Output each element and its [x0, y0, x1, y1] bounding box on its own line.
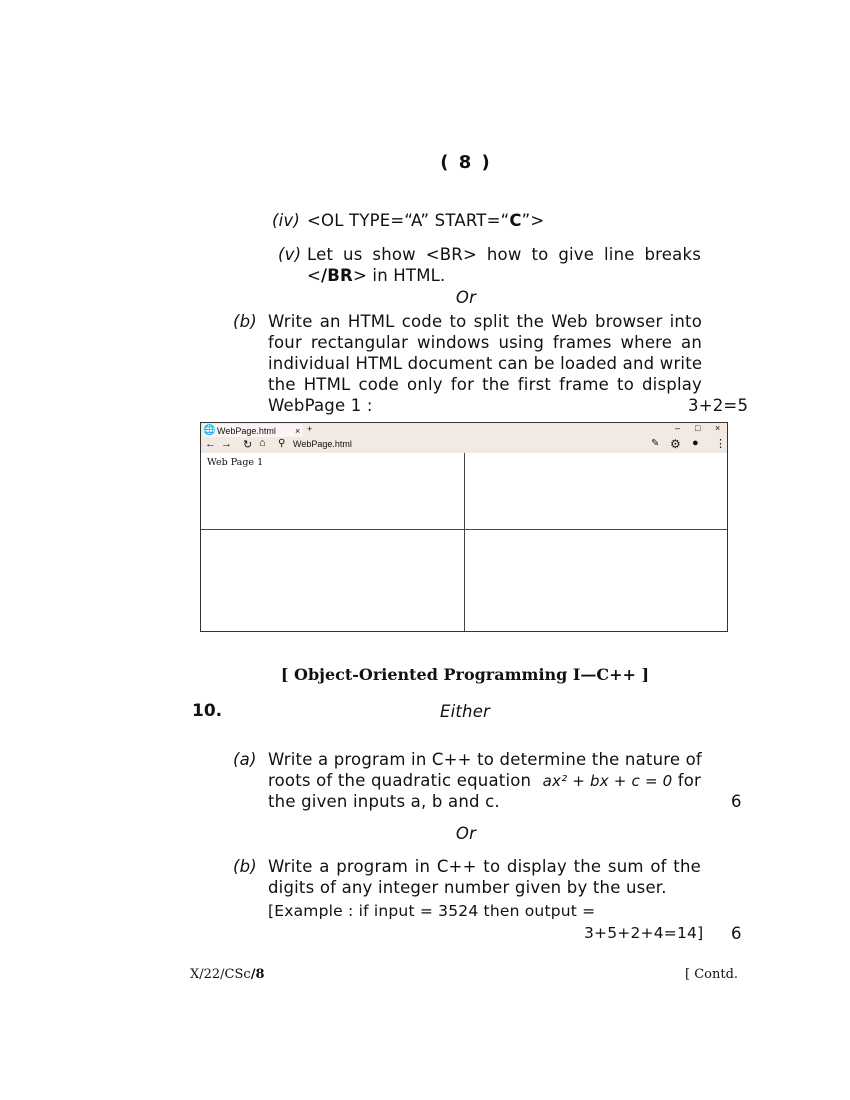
search-icon: ⚲ — [278, 438, 286, 449]
either-label: Either — [439, 702, 491, 721]
frameset-area — [201, 453, 727, 631]
item-iv-text-c: ”> — [521, 211, 545, 230]
item-iv-label: (iv) — [272, 211, 301, 230]
q10a-line2 — [268, 770, 701, 792]
item-v-line2 — [307, 265, 445, 286]
or-divider-2: Or — [455, 824, 477, 843]
address-bar-text: WebPage.html — [293, 439, 352, 449]
q10b-marks: 6 — [731, 924, 742, 943]
q10b-line1: Write a program in C++ to display the sum of the — [268, 857, 701, 876]
minimize-icon: – — [675, 423, 681, 433]
frame-1-text: Web Page 1 — [207, 457, 264, 468]
browser-tab — [203, 424, 303, 437]
close-window-icon: × — [715, 423, 721, 433]
browser-window-figure — [200, 422, 728, 632]
item-b-line: four rectangular windows using frames where an — [268, 333, 702, 352]
q10b-line2: digits of any integer number given by the user. — [268, 878, 667, 897]
q10a-line2-b: for — [677, 771, 701, 790]
tab-close-icon: × — [295, 425, 301, 436]
item-b-line: the HTML code only for the first frame to display — [268, 375, 702, 394]
footer-code-b: /8 — [250, 967, 265, 982]
item-v-line1: Let us show <BR> how to give line breaks — [307, 245, 701, 264]
item-v-label: (v) — [278, 245, 302, 264]
tab-title: WebPage.html — [217, 425, 276, 436]
footer-contd: [ Contd. — [685, 967, 739, 982]
q10a-line2-a: roots of the quadratic equation — [268, 771, 532, 790]
question-number: 10. — [192, 701, 223, 721]
item-b-line: Write an HTML code to split the Web browser into — [268, 312, 702, 331]
reload-icon: ↻ — [243, 439, 253, 451]
footer-code — [190, 967, 265, 982]
item-b-marks: 3+2=5 — [688, 396, 749, 415]
section-title: [ Object-Oriented Programming I—C++ ] — [280, 665, 650, 684]
frame-divider-vertical — [464, 453, 465, 631]
item-v-line2-c: > in HTML. — [352, 266, 446, 285]
item-iv-text-a: <OL TYPE=“A” START=“ — [307, 211, 510, 230]
footer-code-a: X/22/CSc — [190, 967, 251, 982]
maximize-icon: □ — [695, 423, 701, 433]
settings-icon: ⚙ — [670, 437, 681, 451]
back-arrow-icon: ← — [205, 438, 216, 450]
q10b-line4: 3+5+2+4=14] — [584, 924, 704, 942]
menu-icon: ⋮ — [715, 438, 726, 450]
q10a-line1: Write a program in C++ to determine the nature of — [268, 750, 702, 769]
or-divider-1: Or — [455, 288, 477, 307]
browser-tab-bar — [201, 423, 727, 437]
q10b-label: (b) — [233, 857, 257, 876]
frame-divider-horizontal — [201, 529, 727, 530]
new-tab-icon: + — [307, 424, 313, 434]
item-b-body — [268, 311, 702, 416]
item-b-last-line: WebPage 1 : — [268, 396, 373, 415]
forward-arrow-icon: → — [221, 438, 232, 450]
browser-toolbar — [201, 437, 727, 453]
q10a-label: (a) — [233, 750, 257, 769]
quadratic-equation: ax² + bx + c = 0 — [542, 772, 673, 790]
q10a-line3: the given inputs a, b and c. — [268, 792, 500, 811]
item-iv-text — [307, 210, 544, 231]
item-v-line2-a: < — [307, 266, 322, 285]
q10b-line3: [Example : if input = 3524 then output = — [268, 902, 596, 920]
home-icon: ⌂ — [259, 437, 266, 449]
item-v-line2-b: /BR — [321, 266, 353, 285]
profile-icon: ● — [692, 437, 699, 449]
globe-icon: 🌐 — [203, 425, 216, 436]
q10a-marks: 6 — [731, 792, 742, 811]
item-iv-text-b: C — [509, 211, 522, 230]
item-b-label: (b) — [233, 312, 257, 331]
page-number: ( 8 ) — [440, 152, 490, 173]
edit-icon: ✎ — [651, 438, 660, 449]
item-b-line: individual HTML document can be loaded and write — [268, 354, 703, 373]
